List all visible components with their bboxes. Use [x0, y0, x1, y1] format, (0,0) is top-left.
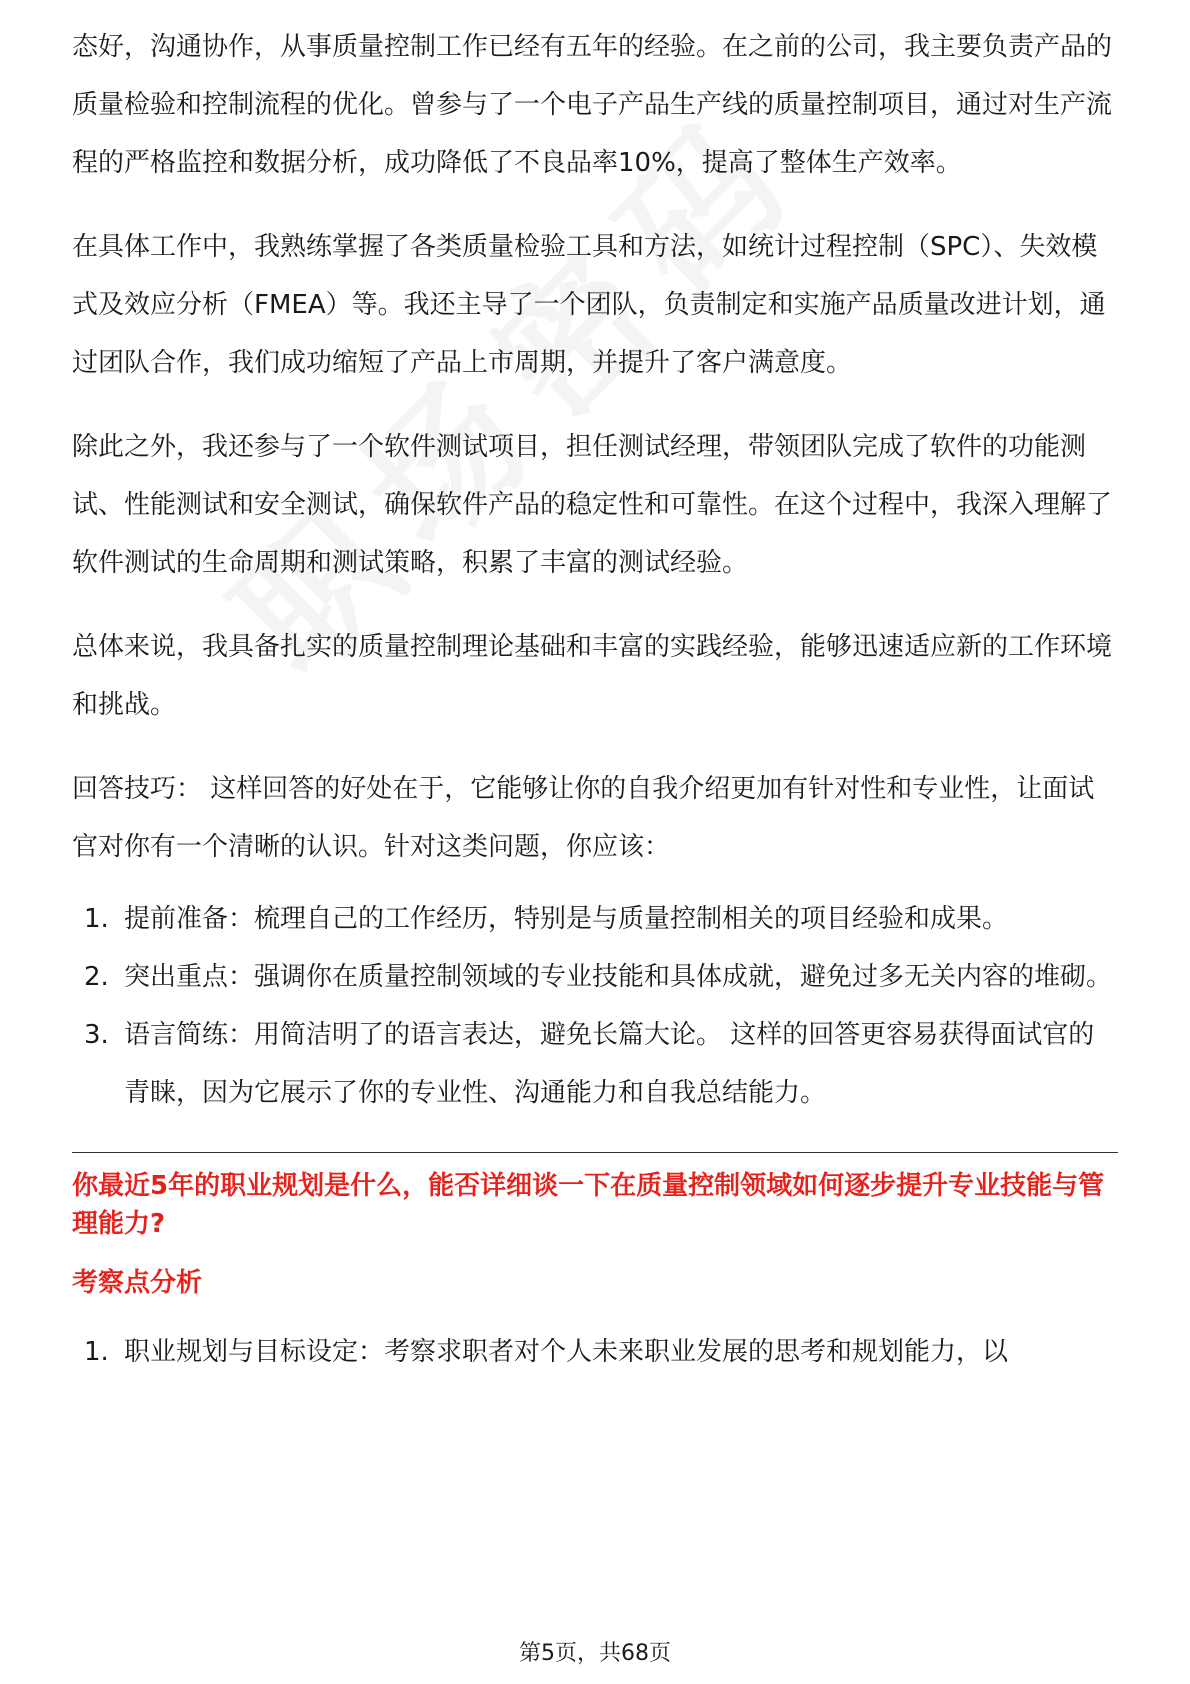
section-divider — [72, 1152, 1118, 1153]
paragraph-summary: 总体来说，我具备扎实的质量控制理论基础和丰富的实践经验，能够迅速适应新的工作环境和挑战。 — [72, 632, 1113, 720]
list-item-text: 突出重点：强调你在质量控制领域的专业技能和具体成就，避免过多无关内容的堆砌。 — [124, 962, 1113, 992]
analysis-list — [72, 1323, 1118, 1381]
list-item-text: 语言简练：用简洁明了的语言表达，避免长篇大论。 这样的回答更容易获得面试官的青睐，因为它展示了你的专业性、沟通能力和自我总结能力。 — [124, 1020, 1095, 1108]
interview-question: 你最近5年的职业规划是什么，能否详细谈一下在质量控制领域如何逐步提升专业技能与管理能力? — [72, 1171, 1105, 1239]
list-item — [72, 1323, 1118, 1381]
list-item — [72, 1006, 1118, 1122]
page-content — [72, 24, 1118, 1401]
list-number: 1. — [84, 1337, 109, 1367]
paragraph-skills: 在具体工作中，我熟练掌握了各类质量检验工具和方法，如统计过程控制（SPC）、失效模式及效应分析（FMEA）等。我还主导了一个团队，负责制定和实施产品质量改进计划，通过团队合作，我们成功缩短了产品上市周期，并提升了客户满意度。 — [72, 232, 1106, 378]
paragraph-software-testing: 除此之外，我还参与了一个软件测试项目，担任测试经理，带领团队完成了软件的功能测试、性能测试和安全测试，确保软件产品的稳定性和可靠性。在这个过程中，我深入理解了软件测试的生命周期和测试策略，积累了丰富的测试经验。 — [72, 432, 1113, 578]
list-number: 2. — [84, 962, 109, 992]
list-item-text: 提前准备：梳理自己的工作经历，特别是与质量控制相关的项目经验和成果。 — [124, 904, 1009, 934]
paragraph-answer-tips: 回答技巧： 这样回答的好处在于，它能够让你的自我介绍更加有针对性和专业性，让面试官对你有一个清晰的认识。针对这类问题，你应该： — [72, 774, 1095, 862]
page-footer: 第5页，共68页 — [519, 1641, 671, 1666]
list-item — [72, 948, 1118, 1006]
list-number: 3. — [84, 1020, 109, 1050]
analysis-heading: 考察点分析 — [72, 1268, 203, 1298]
tips-list — [72, 890, 1118, 1122]
list-item — [72, 890, 1118, 948]
paragraph-experience: 态好，沟通协作，从事质量控制工作已经有五年的经验。在之前的公司，我主要负责产品的质量检验和控制流程的优化。曾参与了一个电子产品生产线的质量控制项目，通过对生产流程的严格监控和数据分析，成功降低了不良品率10%，提高了整体生产效率。 — [72, 32, 1113, 178]
list-number: 1. — [84, 904, 109, 934]
list-item-text: 职业规划与目标设定：考察求职者对个人未来职业发展的思考和规划能力，以 — [124, 1337, 1009, 1367]
